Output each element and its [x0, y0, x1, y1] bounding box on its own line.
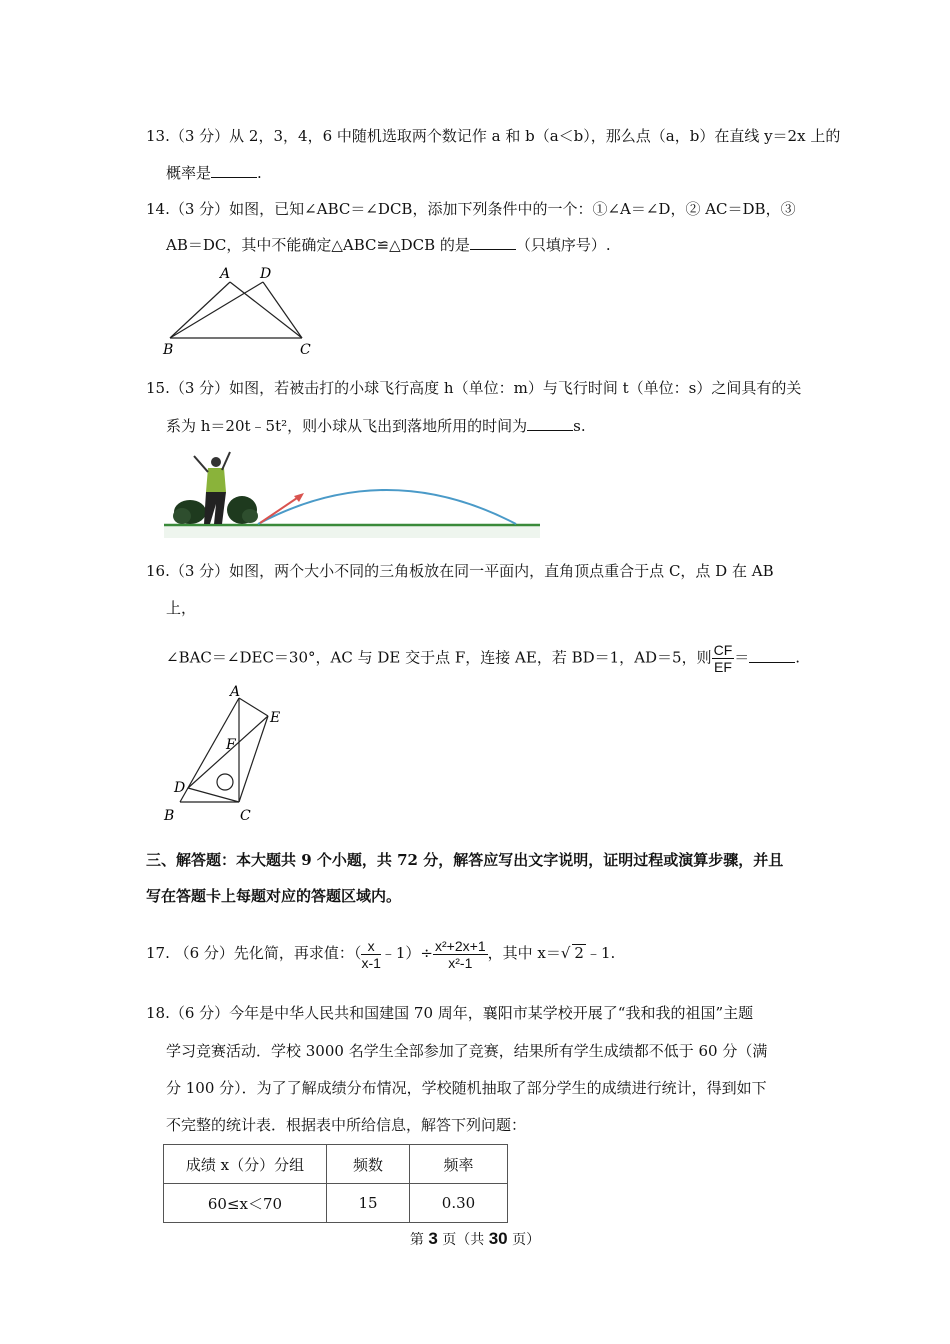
- score-stats-table: [163, 1144, 508, 1223]
- q18-line3: 分 100 分）．为了了解成绩分布情况，学校随机抽取了部分学生的成绩进行统计，得到如下: [166, 1079, 767, 1097]
- q17-fraction2: [433, 938, 488, 971]
- q13-line1: 13.（3 分）从 2，3，4，6 中随机选取两个数记作 a 和 b（a＜b），那么点（a，b）在直线 y＝2x 上的: [146, 127, 841, 145]
- page-footer: [0, 1229, 950, 1249]
- header-frequency: 频数: [327, 1145, 410, 1184]
- q16-equals: ＝: [734, 648, 750, 667]
- footer-pre: 第: [409, 1232, 429, 1248]
- label-e: E: [270, 710, 281, 726]
- label-b: B: [163, 342, 174, 357]
- q13-line2-text: 概率是: [166, 164, 212, 182]
- ratio-fraction: [712, 642, 735, 675]
- header-rate: 频率: [410, 1145, 508, 1184]
- q13-line2-end: .: [257, 164, 262, 182]
- section3-heading-line2: 写在答题卡上每题对应的答题区域内。: [146, 887, 402, 905]
- answer-blank: [527, 416, 573, 431]
- label-d: D: [260, 266, 272, 282]
- label-c: C: [240, 808, 251, 824]
- cell-score-group: 60≤x＜70: [164, 1184, 327, 1223]
- fraction2-numerator: x²+2x+1: [435, 937, 486, 954]
- q14-line2: [166, 234, 611, 256]
- q14-figure: [160, 262, 330, 357]
- answer-blank: [211, 163, 257, 178]
- table-row: [164, 1184, 508, 1223]
- q18-line4: 不完整的统计表．根据表中所给信息，解答下列问题：: [166, 1116, 527, 1134]
- total-pages: 30: [488, 1229, 508, 1248]
- fraction1-numerator: x: [361, 938, 380, 955]
- segment-ac: [230, 282, 302, 338]
- segment-ae: [239, 698, 268, 716]
- q16-line3-text: ∠BAC＝∠DEC＝30°，AC 与 DE 交于点 F，连接 AE，若 BD＝1，AD＝5，则: [166, 648, 712, 667]
- sqrt-sign: √: [560, 944, 571, 962]
- q14-line1: 14.（3 分）如图，已知∠ABC＝∠DCB，添加下列条件中的一个：①∠A＝∠D，② AC＝DB，③: [146, 200, 796, 218]
- label-b: B: [164, 808, 175, 824]
- q15-line1: 15.（3 分）如图，若被击打的小球飞行高度 h（单位：m）与飞行时间 t（单位：s）之间具有的关: [146, 379, 802, 397]
- q17-end: ﹣1.: [585, 944, 616, 962]
- q14-line2-text: AB＝DC，其中不能确定△ABC≌△DCB 的是: [166, 236, 470, 254]
- segment-dc: [263, 282, 302, 338]
- label-c: C: [300, 342, 311, 357]
- q16-figure: [160, 682, 300, 824]
- q15-line2-end: s.: [573, 417, 586, 435]
- fraction-denominator: EF: [713, 659, 732, 675]
- page-number: 3: [428, 1229, 438, 1248]
- label-f: F: [226, 737, 236, 753]
- q17-fraction1: [361, 938, 380, 971]
- footer-mid: 页（共: [437, 1232, 489, 1248]
- q17-line: [146, 935, 615, 971]
- segment-bd: [170, 282, 263, 338]
- label-a: A: [230, 684, 241, 700]
- answer-blank: [470, 235, 516, 250]
- cell-rate: 0.30: [410, 1184, 508, 1223]
- section3-heading-line1: 三、解答题：本大题共 9 个小题，共 72 分，解答应写出文字说明，证明过程或演算步骤，并且: [146, 851, 784, 869]
- segment-dc: [188, 788, 239, 802]
- q18-line2: 学习竞赛活动．学校 3000 名学生全部参加了竞赛，结果所有学生成绩都不低于 60 分（满: [166, 1042, 768, 1060]
- q15-line2-text: 系为 h＝20t﹣5t²，则小球从飞出到落地所用的时间为: [166, 417, 528, 435]
- q18-line1: 18.（6 分）今年是中华人民共和国建国 70 周年，襄阳市某学校开展了“我和我的祖国”主题: [146, 1004, 754, 1022]
- answer-blank: [749, 648, 795, 663]
- segment-ba: [170, 282, 230, 338]
- fraction-numerator: CF: [713, 642, 733, 658]
- q17-text: 17. （6 分）先化简，再求值：（: [146, 944, 362, 962]
- q14-line2-end: （只填序号）.: [515, 236, 611, 254]
- sqrt-radicand: 2: [574, 944, 584, 962]
- q17-mid2: ，其中 x＝: [487, 944, 561, 962]
- q15-golf-figure: [164, 446, 540, 540]
- q13-line2: [166, 162, 262, 184]
- circle-mark: [217, 774, 233, 790]
- q17-mid1: ﹣1）÷: [380, 944, 434, 962]
- label-a: A: [220, 266, 231, 282]
- q16-line2: 上，: [166, 599, 197, 617]
- cell-frequency: 15: [327, 1184, 410, 1223]
- q16-line3-end: .: [795, 648, 801, 667]
- header-score-group: 成绩 x（分）分组: [164, 1145, 327, 1184]
- fraction1-denominator: x-1: [361, 954, 381, 971]
- q16-line3: [166, 642, 800, 675]
- label-d: D: [174, 780, 186, 796]
- fraction2-denominator: x²-1: [448, 954, 473, 971]
- q16-line1: 16.（3 分）如图，两个大小不同的三角板放在同一平面内，直角顶点重合于点 C，点 D 在 AB: [146, 562, 774, 580]
- q15-line2: [166, 415, 586, 437]
- footer-post: 页）: [507, 1232, 541, 1248]
- table-header-row: [164, 1145, 508, 1184]
